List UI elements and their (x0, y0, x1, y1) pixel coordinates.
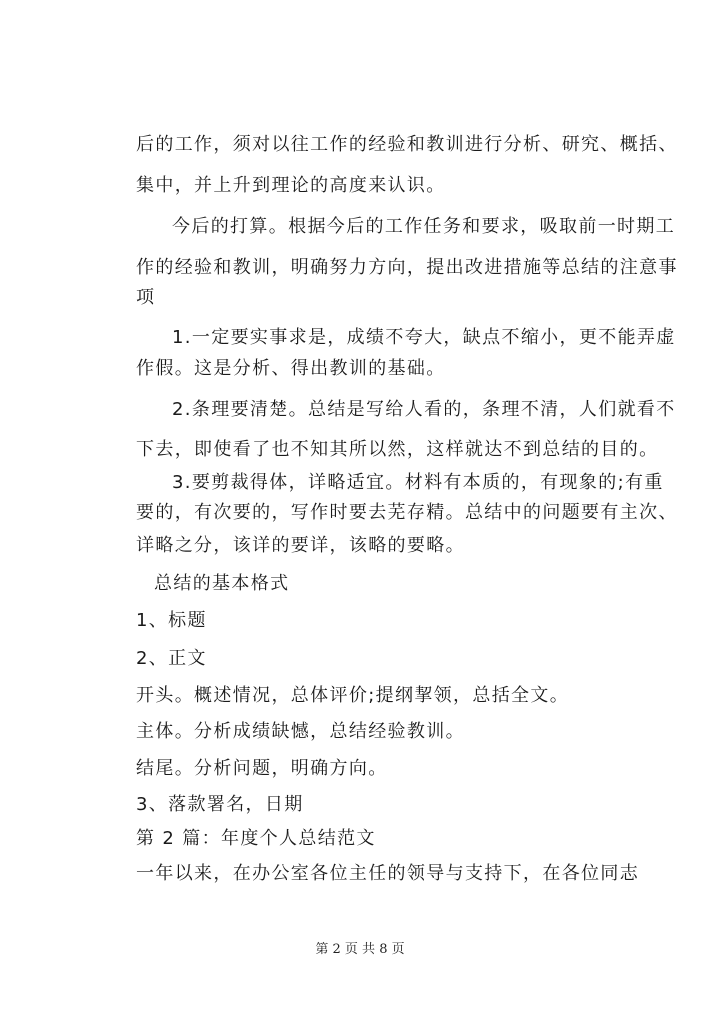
paragraph-line: 3.要剪裁得体，详略适宜。材料有本质的，有现象的;有重 (172, 472, 664, 493)
paragraph-line: 要的，有次要的，写作时要去芜存精。总结中的问题要有主次、 (136, 502, 678, 523)
section-heading: 总结的基本格式 (154, 573, 290, 594)
paragraph-line: 开头。概述情况，总体评价;提纲挈领，总括全文。 (136, 685, 570, 706)
paragraph-line: 今后的打算。根据今后的工作任务和要求，吸取前一时期工 (172, 216, 676, 237)
paragraph-line: 详略之分，该详的要详，该略的要略。 (136, 535, 465, 556)
paragraph-line: 项 (136, 287, 156, 308)
page-number: 第 2 页 共 8 页 (315, 942, 405, 957)
paragraph-line: 结尾。分析问题，明确方向。 (136, 758, 388, 779)
paragraph-line: 主体。分析成绩缺憾，总结经验教训。 (136, 721, 465, 742)
paragraph-line: 后的工作，须对以往工作的经验和教训进行分析、研究、概括、 (136, 134, 678, 155)
section-heading: 第 2 篇：年度个人总结范文 (136, 828, 376, 849)
paragraph-line: 作的经验和教训，明确努力方向，提出改进措施等总结的注意事 (136, 257, 678, 278)
list-item: 1、标题 (136, 610, 207, 631)
paragraph-line: 下去，即使看了也不知其所以然，这样就达不到总结的目的。 (136, 439, 659, 460)
paragraph-line: 2.条理要清楚。总结是写给人看的，条理不清，人们就看不 (172, 399, 676, 420)
paragraph-line: 作假。这是分析、得出教训的基础。 (136, 358, 446, 379)
paragraph-line: 集中，并上升到理论的高度来认识。 (136, 175, 446, 196)
paragraph-line: 1.一定要实事求是，成绩不夸大，缺点不缩小，更不能弄虚 (172, 327, 676, 348)
list-item: 2、正文 (136, 648, 207, 669)
list-item: 3、落款署名，日期 (136, 794, 304, 815)
paragraph-line: 一年以来，在办公室各位主任的领导与支持下，在各位同志 (136, 863, 640, 884)
